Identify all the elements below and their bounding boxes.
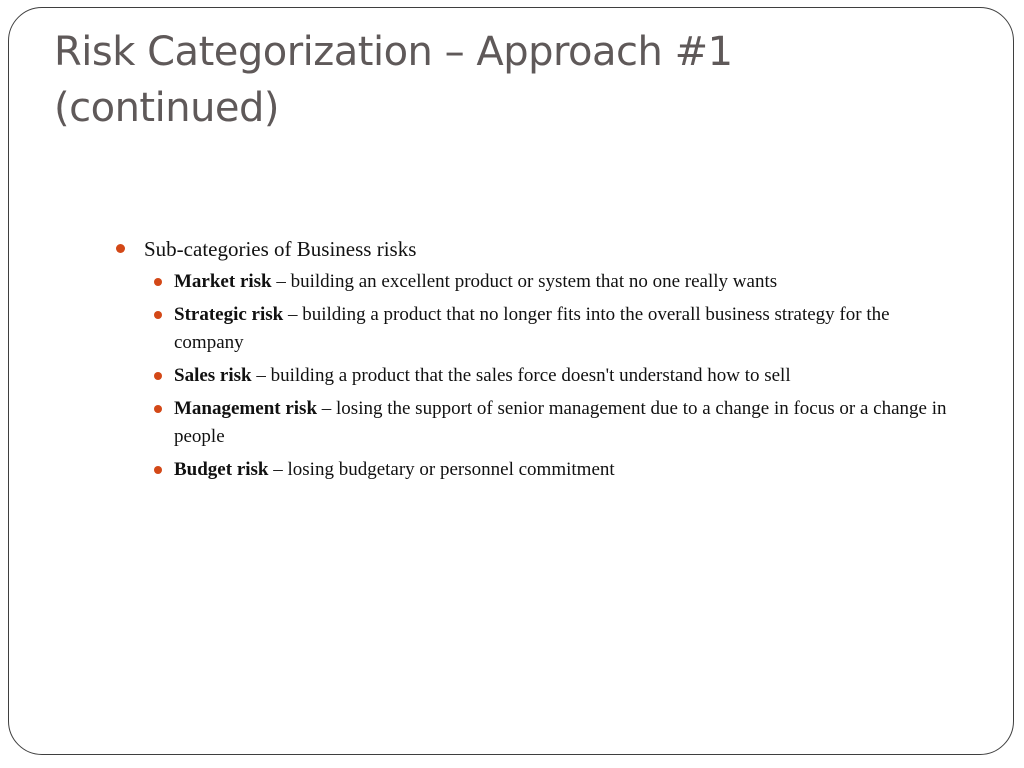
slide-title [54, 24, 954, 136]
risk-term: Budget risk [174, 459, 269, 480]
risk-description: – building a product that no longer fits into the overall business strategy for the company [174, 304, 890, 353]
risk-term: Management risk [174, 398, 318, 419]
bullet-item-business-risks [116, 234, 956, 484]
bullet-dot-icon [116, 244, 125, 253]
sub-bullet-budget-risk [144, 456, 956, 484]
risk-description: – losing budgetary or personnel commitment [268, 459, 615, 480]
sub-bullet-list [144, 268, 956, 484]
title-line-1: Risk Categorization – Approach #1 [54, 29, 733, 75]
bullet-text: Sub-categories of Business risks [144, 237, 417, 261]
sub-bullet-dot-icon [154, 372, 162, 380]
risk-description: – building a product that the sales force doesn't understand how to sell [251, 365, 791, 386]
sub-bullet-dot-icon [154, 278, 162, 286]
title-line-2: (continued) [54, 85, 280, 131]
risk-description: – losing the support of senior management due to a change in focus or a change in people [174, 398, 947, 447]
risk-term: Strategic risk [174, 304, 284, 325]
risk-description: – building an excellent product or system that no one really wants [271, 271, 778, 292]
risk-term: Sales risk [174, 365, 252, 386]
risk-term: Market risk [174, 271, 272, 292]
sub-bullet-dot-icon [154, 405, 162, 413]
sub-bullet-management-risk [144, 395, 956, 451]
sub-bullet-strategic-risk [144, 301, 956, 357]
sub-bullet-market-risk [144, 268, 956, 296]
bullet-list [116, 234, 956, 484]
sub-bullet-dot-icon [154, 466, 162, 474]
sub-bullet-dot-icon [154, 311, 162, 319]
sub-bullet-sales-risk [144, 362, 956, 390]
slide-body [116, 234, 956, 489]
